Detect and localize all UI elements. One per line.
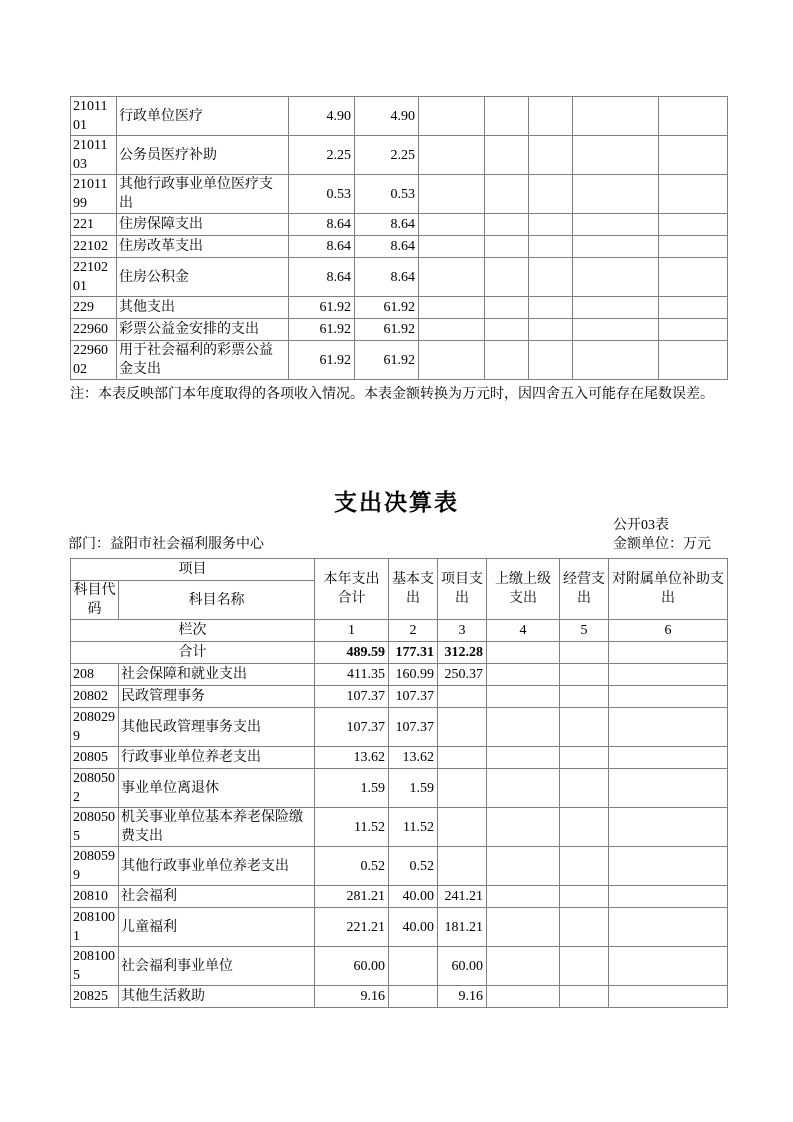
amount-cell: 107.37 — [315, 686, 389, 708]
amount-cell — [609, 947, 728, 986]
subject-name-cell: 社会保障和就业支出 — [119, 664, 315, 686]
table-row — [71, 319, 728, 341]
amount-cell: 9.16 — [438, 986, 487, 1008]
subject-code-cell: 2210201 — [71, 258, 117, 297]
amount-cell: 13.62 — [389, 747, 438, 769]
amount-cell: 61.92 — [289, 319, 355, 341]
amount-cell — [609, 986, 728, 1008]
amount-cell — [573, 97, 659, 136]
amount-cell: 8.64 — [355, 236, 419, 258]
subject-name-cell: 其他生活救助 — [119, 986, 315, 1008]
amount-cell — [609, 808, 728, 847]
amount-cell: 8.64 — [289, 258, 355, 297]
amount-cell: 4.90 — [289, 97, 355, 136]
amount-cell — [419, 236, 485, 258]
table-row — [71, 808, 728, 847]
column-index: 6 — [609, 620, 728, 642]
amount-cell — [487, 747, 560, 769]
amount-cell: 181.21 — [438, 908, 487, 947]
amount-cell — [487, 908, 560, 947]
amount-cell — [485, 258, 529, 297]
table-row — [71, 908, 728, 947]
amount-cell: 13.62 — [315, 747, 389, 769]
amount-cell: 2.25 — [289, 136, 355, 175]
table-row — [71, 136, 728, 175]
subject-code-cell: 2101101 — [71, 97, 117, 136]
amount-cell — [485, 136, 529, 175]
amount-cell — [573, 319, 659, 341]
amount-cell — [659, 214, 728, 236]
header-col-project: 项目支出 — [438, 559, 487, 620]
subject-name-cell: 社会福利 — [119, 886, 315, 908]
department-label: 部门：益阳市社会福利服务中心 — [68, 537, 264, 552]
amount-cell: 61.92 — [289, 341, 355, 380]
amount-cell: 61.92 — [355, 297, 419, 319]
amount-cell — [485, 97, 529, 136]
table-row — [71, 175, 728, 214]
header-subject-code: 科目代码 — [71, 581, 119, 620]
subject-name-cell: 机关事业单位基本养老保险缴费支出 — [119, 808, 315, 847]
table-row — [71, 747, 728, 769]
subject-code-cell: 208 — [71, 664, 119, 686]
subject-code-cell: 2080505 — [71, 808, 119, 847]
amount-cell — [609, 686, 728, 708]
table-row — [71, 664, 728, 686]
column-index: 3 — [438, 620, 487, 642]
amount-cell — [487, 686, 560, 708]
subject-name-cell: 住房公积金 — [117, 258, 289, 297]
amount-cell — [573, 214, 659, 236]
amount-cell — [419, 258, 485, 297]
subject-name-cell: 住房保障支出 — [117, 214, 289, 236]
amount-cell: 0.53 — [355, 175, 419, 214]
amount-cell — [573, 136, 659, 175]
header-col-year-total: 本年支出合计 — [315, 559, 389, 620]
amount-cell — [609, 664, 728, 686]
amount-cell — [529, 319, 573, 341]
amount-cell: 0.52 — [315, 847, 389, 886]
expense-table-body — [71, 664, 728, 1008]
subject-code-cell: 20805 — [71, 747, 119, 769]
subject-code-cell: 2080599 — [71, 847, 119, 886]
subject-name-cell: 行政事业单位养老支出 — [119, 747, 315, 769]
column-index-row — [71, 620, 728, 642]
amount-cell — [659, 319, 728, 341]
amount-cell — [609, 769, 728, 808]
income-table-body — [71, 97, 728, 380]
amount-cell — [419, 214, 485, 236]
amount-cell — [487, 808, 560, 847]
subject-code-cell: 221 — [71, 214, 117, 236]
amount-cell — [487, 886, 560, 908]
amount-cell: 1.59 — [389, 769, 438, 808]
amount-cell — [419, 175, 485, 214]
amount-cell — [419, 341, 485, 380]
amount-cell: 411.35 — [315, 664, 389, 686]
expense-table — [70, 558, 728, 1008]
amount-cell — [560, 847, 609, 886]
subject-name-cell: 儿童福利 — [119, 908, 315, 947]
amount-cell — [560, 708, 609, 747]
table-row — [71, 341, 728, 380]
subject-code-cell: 20802 — [71, 686, 119, 708]
income-table-note: 注：本表反映部门本年度取得的各项收入情况。本表金额转换为万元时，因四舍五入可能存在尾数误差。 — [70, 387, 714, 402]
subject-name-cell: 用于社会福利的彩票公益金支出 — [117, 341, 289, 380]
amount-cell: 61.92 — [289, 297, 355, 319]
amount-cell — [485, 319, 529, 341]
amount-cell — [659, 297, 728, 319]
amount-cell — [438, 686, 487, 708]
amount-cell: 61.92 — [355, 341, 419, 380]
amount-cell — [485, 341, 529, 380]
amount-cell — [529, 341, 573, 380]
amount-cell: 8.64 — [355, 214, 419, 236]
amount-cell: 8.64 — [355, 258, 419, 297]
amount-cell — [609, 908, 728, 947]
total-amount-cell: 489.59 — [315, 642, 389, 664]
subject-code-cell: 2081001 — [71, 908, 119, 947]
total-amount-cell: 177.31 — [389, 642, 438, 664]
subject-name-cell: 公务员医疗补助 — [117, 136, 289, 175]
amount-cell — [438, 747, 487, 769]
subject-code-cell: 2080502 — [71, 769, 119, 808]
amount-cell: 0.53 — [289, 175, 355, 214]
amount-cell — [389, 947, 438, 986]
amount-cell — [609, 708, 728, 747]
table-row — [71, 886, 728, 908]
table-row — [71, 947, 728, 986]
column-index: 4 — [487, 620, 560, 642]
amount-cell — [560, 747, 609, 769]
subject-name-cell: 其他民政管理事务支出 — [119, 708, 315, 747]
page-title: 支出决算表 — [334, 490, 459, 515]
subject-name-cell: 彩票公益金安排的支出 — [117, 319, 289, 341]
amount-cell — [438, 708, 487, 747]
amount-cell — [560, 886, 609, 908]
amount-cell — [487, 664, 560, 686]
amount-cell — [609, 847, 728, 886]
amount-cell: 40.00 — [389, 908, 438, 947]
amount-cell — [529, 214, 573, 236]
income-table — [70, 96, 728, 380]
amount-cell: 0.52 — [389, 847, 438, 886]
header-col-basic: 基本支出 — [389, 559, 438, 620]
table-row — [71, 686, 728, 708]
total-amount-cell — [560, 642, 609, 664]
amount-cell — [659, 97, 728, 136]
amount-cell — [438, 769, 487, 808]
amount-cell — [659, 258, 728, 297]
amount-cell — [529, 258, 573, 297]
amount-cell — [485, 214, 529, 236]
subject-name-cell: 社会福利事业单位 — [119, 947, 315, 986]
amount-cell — [573, 175, 659, 214]
amount-cell — [659, 136, 728, 175]
amount-cell — [487, 947, 560, 986]
amount-cell — [560, 947, 609, 986]
amount-cell — [659, 236, 728, 258]
amount-cell: 8.64 — [289, 236, 355, 258]
amount-cell — [659, 175, 728, 214]
subject-name-cell: 其他行政事业单位医疗支出 — [117, 175, 289, 214]
amount-cell — [659, 341, 728, 380]
amount-cell: 107.37 — [389, 708, 438, 747]
amount-cell — [529, 175, 573, 214]
amount-cell — [485, 297, 529, 319]
table-row — [71, 708, 728, 747]
lanci-label: 栏次 — [71, 620, 315, 642]
amount-cell: 221.21 — [315, 908, 389, 947]
amount-cell — [573, 297, 659, 319]
amount-cell — [560, 664, 609, 686]
amount-cell: 160.99 — [389, 664, 438, 686]
amount-cell: 250.37 — [438, 664, 487, 686]
header-col-upturn: 上缴上级支出 — [487, 559, 560, 620]
amount-cell — [487, 769, 560, 808]
amount-cell: 60.00 — [315, 947, 389, 986]
amount-cell: 61.92 — [355, 319, 419, 341]
total-label: 合计 — [71, 642, 315, 664]
amount-cell — [438, 808, 487, 847]
subject-name-cell: 事业单位离退休 — [119, 769, 315, 808]
amount-cell — [487, 847, 560, 886]
amount-cell — [560, 769, 609, 808]
amount-cell: 281.21 — [315, 886, 389, 908]
subject-name-cell: 住房改革支出 — [117, 236, 289, 258]
amount-cell — [560, 908, 609, 947]
subject-code-cell: 22102 — [71, 236, 117, 258]
subject-name-cell: 行政单位医疗 — [117, 97, 289, 136]
amount-cell — [560, 986, 609, 1008]
table-row — [71, 258, 728, 297]
amount-cell: 9.16 — [315, 986, 389, 1008]
subject-code-cell: 20810 — [71, 886, 119, 908]
amount-cell: 4.90 — [355, 97, 419, 136]
amount-cell: 107.37 — [315, 708, 389, 747]
header-subject-name: 科目名称 — [119, 581, 315, 620]
amount-cell — [487, 986, 560, 1008]
amount-cell — [389, 986, 438, 1008]
subject-code-cell: 2081005 — [71, 947, 119, 986]
amount-cell — [560, 808, 609, 847]
doc-number-label: 公开03表 — [613, 518, 669, 533]
table-row — [71, 236, 728, 258]
amount-cell — [485, 236, 529, 258]
amount-cell — [487, 708, 560, 747]
table-row — [71, 297, 728, 319]
total-amount-cell: 312.28 — [438, 642, 487, 664]
amount-cell: 2.25 — [355, 136, 419, 175]
subject-code-cell: 2101199 — [71, 175, 117, 214]
header-row-item — [71, 559, 728, 581]
subject-name-cell: 其他支出 — [117, 297, 289, 319]
amount-cell — [609, 747, 728, 769]
amount-cell: 40.00 — [389, 886, 438, 908]
table-row — [71, 847, 728, 886]
amount-cell — [419, 297, 485, 319]
subject-name-cell: 民政管理事务 — [119, 686, 315, 708]
amount-cell: 11.52 — [315, 808, 389, 847]
amount-cell: 107.37 — [389, 686, 438, 708]
amount-cell — [419, 319, 485, 341]
amount-cell: 1.59 — [315, 769, 389, 808]
table-row — [71, 986, 728, 1008]
header-col-subsidy: 对附属单位补助支出 — [609, 559, 728, 620]
column-index: 1 — [315, 620, 389, 642]
amount-cell — [529, 97, 573, 136]
total-amount-cell — [487, 642, 560, 664]
amount-cell — [573, 341, 659, 380]
expense-table-header — [71, 559, 728, 664]
table-row — [71, 214, 728, 236]
total-row — [71, 642, 728, 664]
subject-code-cell: 2296002 — [71, 341, 117, 380]
amount-cell: 241.21 — [438, 886, 487, 908]
column-index: 2 — [389, 620, 438, 642]
amount-cell — [419, 136, 485, 175]
subject-code-cell: 22960 — [71, 319, 117, 341]
amount-cell — [573, 236, 659, 258]
table-row — [71, 97, 728, 136]
header-item-group: 项目 — [71, 559, 315, 581]
header-col-operating: 经营支出 — [560, 559, 609, 620]
amount-cell — [529, 236, 573, 258]
column-index: 5 — [560, 620, 609, 642]
amount-cell — [419, 97, 485, 136]
subject-code-cell: 2101103 — [71, 136, 117, 175]
amount-cell — [529, 136, 573, 175]
amount-cell — [573, 258, 659, 297]
amount-cell: 11.52 — [389, 808, 438, 847]
subject-code-cell: 2080299 — [71, 708, 119, 747]
total-amount-cell — [609, 642, 728, 664]
table-row — [71, 769, 728, 808]
amount-cell: 8.64 — [289, 214, 355, 236]
unit-label: 金额单位：万元 — [613, 537, 711, 552]
amount-cell — [609, 886, 728, 908]
subject-code-cell: 20825 — [71, 986, 119, 1008]
amount-cell — [560, 686, 609, 708]
subject-name-cell: 其他行政事业单位养老支出 — [119, 847, 315, 886]
amount-cell — [438, 847, 487, 886]
amount-cell — [485, 175, 529, 214]
amount-cell — [529, 297, 573, 319]
subject-code-cell: 229 — [71, 297, 117, 319]
amount-cell: 60.00 — [438, 947, 487, 986]
